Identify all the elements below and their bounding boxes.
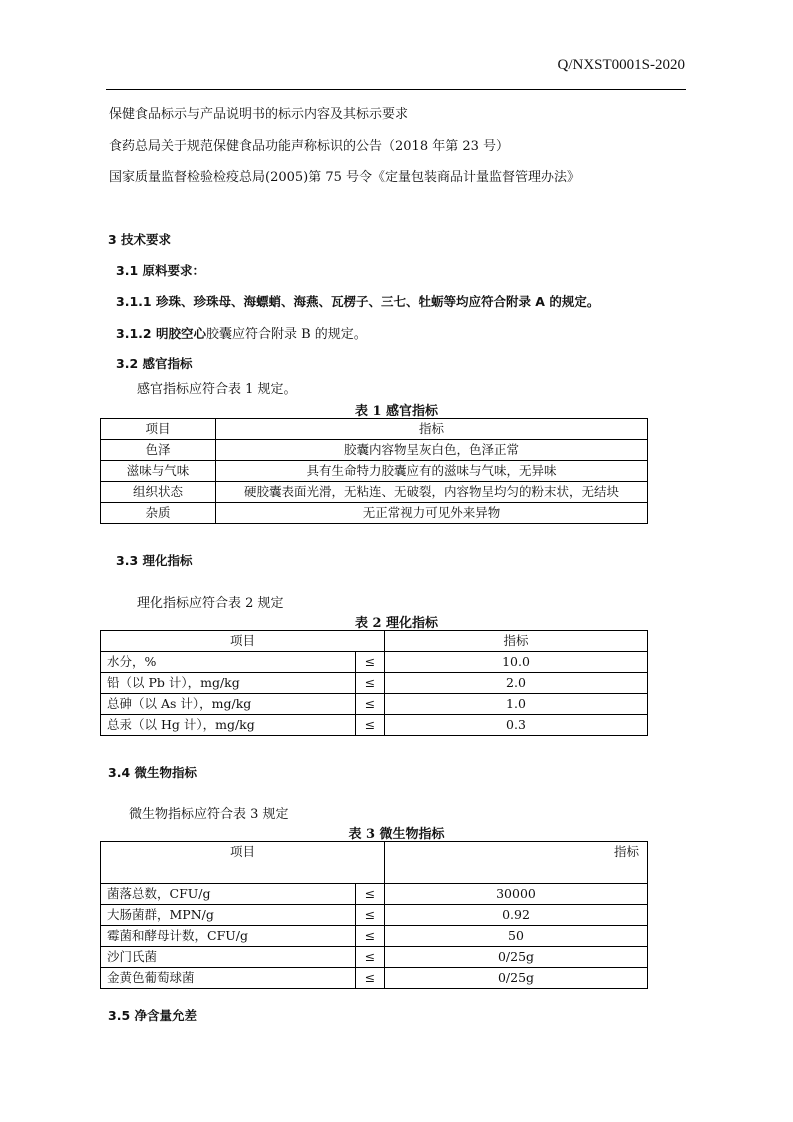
- table-header-cell: 指标: [216, 419, 648, 440]
- table-header-cell: 指标: [385, 631, 648, 652]
- physicochemical-table: [100, 630, 648, 736]
- le-symbol: ≤: [356, 968, 385, 989]
- le-symbol: ≤: [356, 884, 385, 905]
- table-cell: 滋味与气味: [101, 461, 216, 482]
- le-symbol: ≤: [356, 652, 385, 673]
- table-cell: 水分，%: [101, 652, 356, 673]
- table-row: [101, 715, 648, 736]
- section-heading-3-1: 3.1 原料要求：: [116, 263, 205, 278]
- table3-caption: 表 3 微生物指标: [348, 827, 445, 842]
- table-header-row: [101, 631, 648, 652]
- section-3-4-text: 微生物指标应符合表 3 规定: [129, 807, 289, 822]
- reference-item: 国家质量监督检验检疫总局(2005)第 75 号令《定量包装商品计量监督管理办法》: [109, 170, 581, 185]
- le-symbol: ≤: [356, 694, 385, 715]
- reference-item: 食药总局关于规范保健食品功能声称标识的公告（2018 年第 23 号）: [109, 139, 510, 154]
- table1-caption: 表 1 感官指标: [354, 404, 439, 419]
- table-cell: 10.0: [385, 652, 648, 673]
- table-cell: 总砷（以 As 计），mg/kg: [101, 694, 356, 715]
- table-cell: 霉菌和酵母计数，CFU/g: [101, 926, 356, 947]
- reference-item: 保健食品标示与产品说明书的标示内容及其标示要求: [109, 107, 409, 122]
- clause-3-1-2-text: 胶囊应符合附录 B 的规定。: [205, 327, 367, 342]
- table-row: [101, 482, 648, 503]
- le-symbol: ≤: [356, 947, 385, 968]
- section-heading-3: 3 技术要求: [108, 232, 172, 247]
- microbial-table: [100, 841, 648, 989]
- le-symbol: ≤: [356, 715, 385, 736]
- table-cell: 色泽: [101, 440, 216, 461]
- le-symbol: ≤: [356, 673, 385, 694]
- header-divider: [106, 89, 686, 90]
- table-cell: 0.92: [385, 905, 648, 926]
- table-cell: 2.0: [385, 673, 648, 694]
- table-cell: 50: [385, 926, 648, 947]
- table-row: [101, 440, 648, 461]
- table-header-row: [101, 419, 648, 440]
- section-heading-3-5: 3.5 净含量允差: [108, 1008, 197, 1023]
- table-header-cell: 项目: [101, 419, 216, 440]
- table2-caption: 表 2 理化指标: [354, 616, 439, 631]
- section-heading-3-4: 3.4 微生物指标: [108, 765, 197, 780]
- table-cell: 杂质: [101, 503, 216, 524]
- table-cell: 0.3: [385, 715, 648, 736]
- table-cell: 菌落总数，CFU/g: [101, 884, 356, 905]
- table-cell: 无正常视力可见外来异物: [216, 503, 648, 524]
- clause-3-1-1: [116, 292, 599, 310]
- table-cell: 组织状态: [101, 482, 216, 503]
- table-row: [101, 673, 648, 694]
- sensory-table: [100, 418, 648, 524]
- clause-3-1-2-label: 3.1.2 明胶空心: [116, 326, 206, 341]
- table-row: [101, 461, 648, 482]
- table-header-cell: 项目: [101, 631, 385, 652]
- table-row: [101, 947, 648, 968]
- table-row: [101, 968, 648, 989]
- section-heading-3-3: 3.3 理化指标: [116, 553, 193, 568]
- document-code: Q/NXST0001S-2020: [557, 57, 685, 73]
- le-symbol: ≤: [356, 926, 385, 947]
- table-cell: 总汞（以 Hg 计），mg/kg: [101, 715, 356, 736]
- table-row: [101, 503, 648, 524]
- table-cell: 0/25g: [385, 947, 648, 968]
- section-heading-3-2: 3.2 感官指标: [116, 356, 193, 371]
- clause-3-1-2: [116, 323, 367, 342]
- table-row: [101, 652, 648, 673]
- table-cell: 大肠菌群，MPN/g: [101, 905, 356, 926]
- clause-3-1-1-text: 3.1.1 珍珠、珍珠母、海螵蛸、海燕、瓦楞子、三七、牡蛎等均应符合附录 A 的规定。: [116, 294, 600, 309]
- table-cell: 金黄色葡萄球菌: [101, 968, 356, 989]
- le-symbol: ≤: [356, 905, 385, 926]
- table-cell: 1.0: [385, 694, 648, 715]
- section-3-2-text: 感官指标应符合表 1 规定。: [137, 382, 297, 397]
- table-header-cell: 指标: [385, 842, 648, 884]
- section-3-3-text: 理化指标应符合表 2 规定: [137, 596, 284, 611]
- table-row: [101, 884, 648, 905]
- table-row: [101, 926, 648, 947]
- table-cell: 硬胶囊表面光滑，无粘连、无破裂，内容物呈均匀的粉末状，无结块: [216, 482, 648, 503]
- table-row: [101, 694, 648, 715]
- table-header-row: [101, 842, 648, 884]
- table-cell: 铅（以 Pb 计），mg/kg: [101, 673, 356, 694]
- table-cell: 具有生命特力胶囊应有的滋味与气味，无异味: [216, 461, 648, 482]
- table-header-cell: 项目: [101, 842, 385, 884]
- table-row: [101, 905, 648, 926]
- table-cell: 30000: [385, 884, 648, 905]
- table-cell: 0/25g: [385, 968, 648, 989]
- table-cell: 胶囊内容物呈灰白色，色泽正常: [216, 440, 648, 461]
- table-cell: 沙门氏菌: [101, 947, 356, 968]
